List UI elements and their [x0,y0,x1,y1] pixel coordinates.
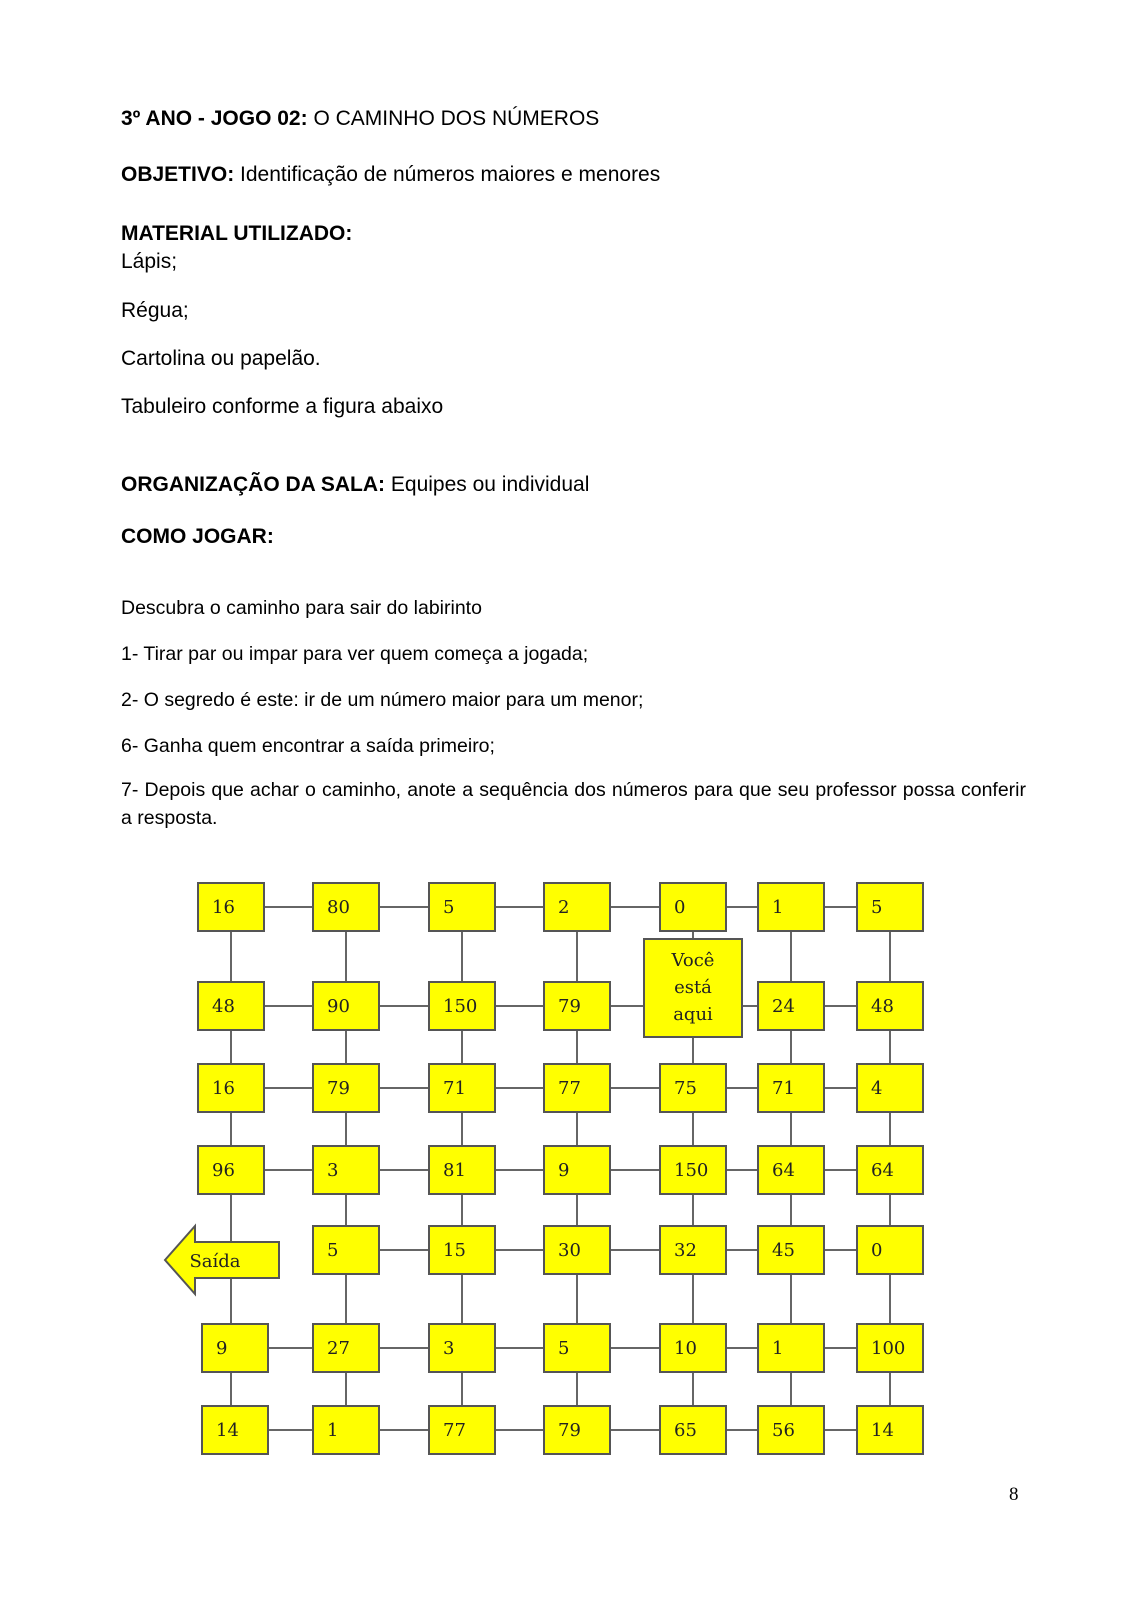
start-cell-text: aqui [673,1004,713,1025]
instructions-intro: Descubra o caminho para sair do labirinto [121,597,482,619]
cell-number: 79 [327,1078,350,1099]
cell-number: 75 [674,1078,697,1099]
start-cell-text: Você [671,950,715,971]
how-to-play-heading: COMO JOGAR: [121,525,274,548]
cell-number: 48 [871,996,894,1017]
cell-number: 0 [871,1240,883,1261]
cell-number: 90 [327,996,350,1017]
maze-cell [429,883,495,931]
material-item: Lápis; [121,250,178,273]
cell-number: 77 [558,1078,581,1099]
cell-number: 1 [772,897,784,918]
cell-number: 5 [443,897,455,918]
maze-cell [313,1406,379,1454]
cell-number: 9 [216,1338,228,1359]
cell-number: 150 [443,996,478,1017]
maze-cell [857,1226,923,1274]
cell-number: 32 [674,1240,697,1261]
maze-cell [857,883,923,931]
cell-number: 150 [674,1160,709,1181]
cell-number: 9 [558,1160,570,1181]
material-item: Cartolina ou papelão. [121,347,321,370]
maze-cell [429,1324,495,1372]
start-cell-text: está [674,977,712,998]
maze-cell [202,1324,268,1372]
cell-number: 4 [871,1078,883,1099]
maze-cell [857,1064,923,1112]
material-item: Tabuleiro conforme a figura abaixo [121,395,444,418]
cell-number: 48 [212,996,235,1017]
material-item: Régua; [121,299,189,322]
cell-number: 1 [327,1420,339,1441]
cell-number: 24 [772,996,795,1017]
cell-number: 64 [772,1160,795,1181]
cell-number: 14 [871,1420,894,1441]
instruction-step: 1- Tirar par ou impar para ver quem começa a jogada; [121,643,589,665]
maze-cell [544,1324,610,1372]
cell-number: 79 [558,996,581,1017]
cell-number: 16 [212,897,235,918]
cell-number: 14 [216,1420,239,1441]
cell-number: 3 [443,1338,455,1359]
cell-number: 1 [772,1338,784,1359]
instruction-step: 6- Ganha quem encontrar a saída primeiro; [121,735,495,757]
exit-label: Saída [189,1251,241,1272]
cell-number: 5 [327,1240,339,1261]
instruction-step: 7- Depois que achar o caminho, anote a sequência dos números para que seu professor possa conferir a resposta. [121,779,1026,829]
cell-number: 5 [558,1338,570,1359]
objective-line: OBJETIVO: Identificação de números maiores e menores [121,163,661,186]
cell-number: 0 [674,897,686,918]
cell-number: 65 [674,1420,697,1441]
cell-number: 96 [212,1160,235,1181]
cell-number: 16 [212,1078,235,1099]
cell-number: 71 [443,1078,466,1099]
maze-cell [544,883,610,931]
maze-cell [758,883,824,931]
cell-number: 71 [772,1078,795,1099]
cell-number: 81 [443,1160,466,1181]
game-title: 3º ANO - JOGO 02: O CAMINHO DOS NÚMEROS [121,107,600,130]
maze-cell [544,1146,610,1194]
cell-number: 56 [772,1420,795,1441]
cell-number: 2 [558,897,570,918]
cell-number: 10 [674,1338,697,1359]
cell-number: 15 [443,1240,466,1261]
cell-number: 27 [327,1338,350,1359]
organization-line: ORGANIZAÇÃO DA SALA: Equipes ou individual [121,473,590,496]
maze-cell [313,1226,379,1274]
cell-number: 64 [871,1160,894,1181]
cell-number: 5 [871,897,883,918]
maze-cell [313,1146,379,1194]
maze-cell [660,883,726,931]
cell-number: 3 [327,1160,339,1181]
page-number: 8 [1009,1484,1019,1505]
cell-number: 79 [558,1420,581,1441]
cell-number: 77 [443,1420,466,1441]
cell-number: 100 [871,1338,906,1359]
maze-cell [758,1324,824,1372]
cell-number: 30 [558,1240,581,1261]
cell-number: 45 [772,1240,795,1261]
material-heading: MATERIAL UTILIZADO: [121,222,353,245]
cell-number: 80 [327,897,350,918]
instruction-step: 2- O segredo é este: ir de um número maior para um menor; [121,689,644,711]
